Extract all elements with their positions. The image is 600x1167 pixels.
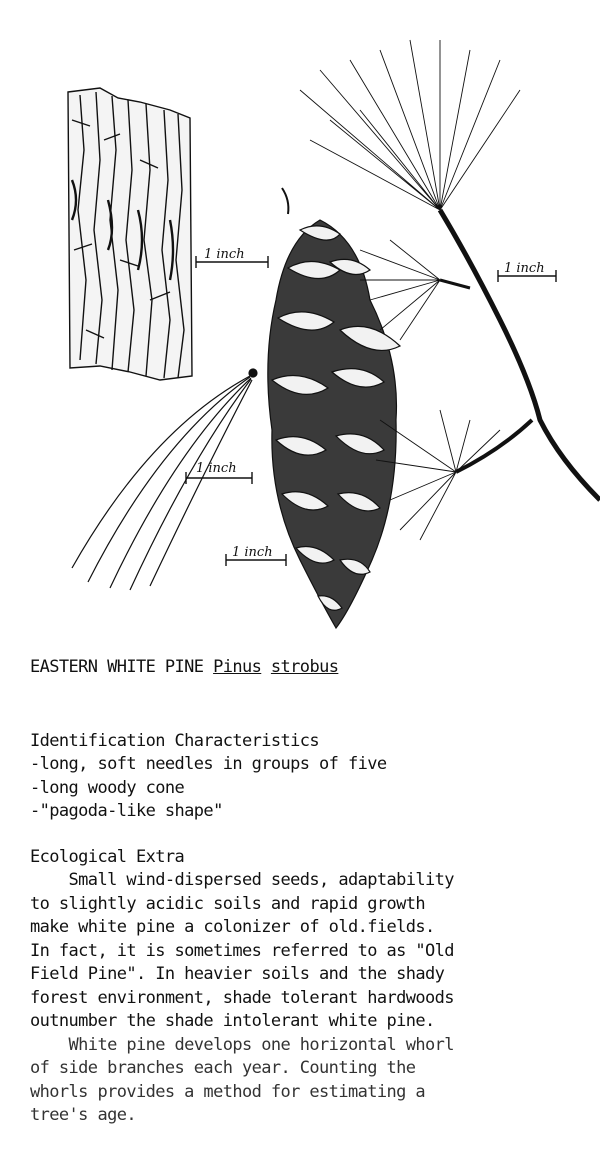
ecological-line: Small wind-dispersed seeds, adaptability: [30, 870, 454, 890]
branch-scale-label: 1 inch: [504, 261, 545, 276]
identification-item: -long, soft needles in groups of five: [30, 754, 387, 774]
ecological-line: tree's age.: [30, 1105, 136, 1125]
identification-heading: Identification Characteristics: [30, 730, 320, 751]
bark-drawing: [68, 88, 192, 380]
identification-item: -"pagoda-like shape": [30, 801, 223, 821]
ecological-line: to slightly acidic soils and rapid growth: [30, 893, 426, 914]
common-name: EASTERN WHITE PINE: [30, 657, 204, 677]
species-title: [30, 656, 590, 680]
ecological-line: make white pine a colonizer of old.fields.: [30, 917, 435, 937]
ecological-line: Field Pine". In heavier soils and the shady: [30, 964, 445, 984]
ecological-heading: Ecological Extra: [30, 846, 185, 867]
ecological-section: [30, 822, 590, 1128]
ecological-line: of side branches each year. Counting the: [30, 1058, 416, 1078]
cone-scale-label: 1 inch: [232, 545, 273, 560]
ecological-line: outnumber the shade intolerant white pine.: [30, 1011, 435, 1031]
needle-scale-label: 1 inch: [196, 461, 237, 476]
ecological-line: White pine develops one horizontal whorl: [30, 1034, 454, 1055]
pine-cone: [268, 188, 400, 628]
ecological-line: forest environment, shade tolerant hardwoods: [30, 987, 454, 1008]
identification-item: -long woody cone: [30, 777, 185, 798]
species-epithet: strobus: [270, 657, 339, 677]
ecological-line: In fact, it is sometimes referred to as "Old: [30, 940, 454, 961]
identification-section: [30, 706, 590, 824]
ecological-line: whorls provides a method for estimating a: [30, 1081, 426, 1102]
genus-name: Pinus: [213, 657, 262, 677]
bark-scale-label: 1 inch: [204, 247, 245, 262]
needle-bundle: [72, 369, 257, 590]
